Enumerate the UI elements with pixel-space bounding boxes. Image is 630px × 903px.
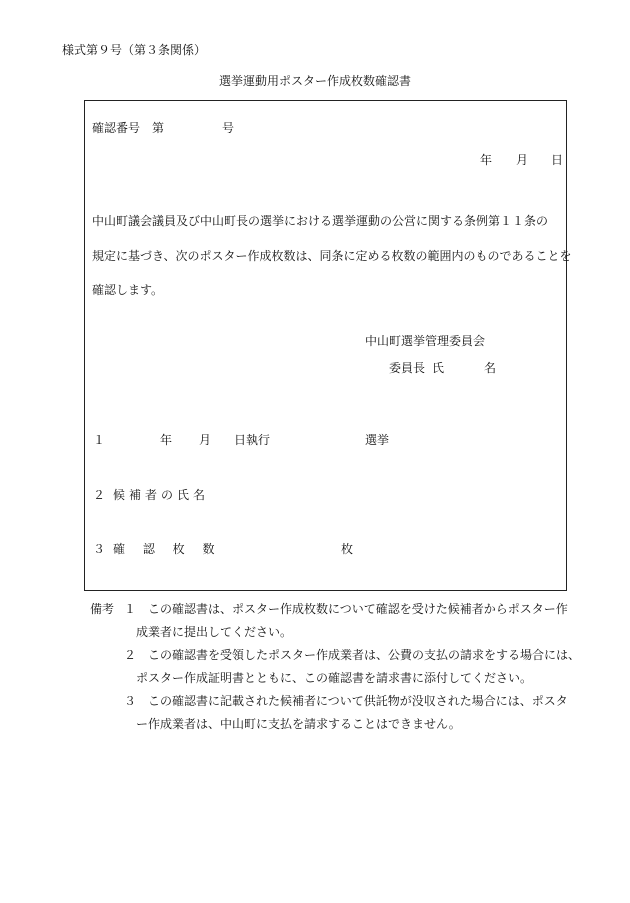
- confirmation-number-label: 確認番号: [92, 121, 141, 135]
- note-text-line: この確認書を受領したポスター作成業者は、公費の支払の請求をする場合には、: [148, 648, 581, 662]
- confirmed-count-label: 確 認 枚 数: [113, 542, 215, 556]
- note-text-line: この確認書に記載された候補者について供託物が没収された場合には、ポスタ: [148, 694, 568, 708]
- chair-title: 委員長: [389, 361, 426, 375]
- note-number: ３: [124, 694, 137, 708]
- note-text-line: 成業者に提出してください。: [136, 625, 293, 639]
- body-text-line: 中山町議会議員及び中山町長の選挙における選挙運動の公営に関する条例第１１条の: [92, 214, 549, 228]
- confirmation-number-suffix: 号: [222, 121, 235, 135]
- document-title: 選挙運動用ポスター作成枚数確認書: [218, 74, 411, 88]
- date-year-label: 年: [480, 153, 493, 167]
- chair-name-mei: 名: [484, 361, 497, 375]
- committee-name: 中山町選挙管理委員会: [365, 334, 486, 348]
- item-number: ３: [93, 542, 106, 556]
- candidate-name-label: 候補者の氏名: [113, 488, 210, 502]
- note-text-line: この確認書は、ポスター作成枚数について確認を受けた候補者からポスター作: [148, 602, 568, 616]
- note-text-line: ポスター作成証明書とともに、この確認書を請求書に添付してください。: [136, 671, 533, 685]
- item-number: ２: [93, 488, 106, 502]
- body-text-line: 規定に基づき、次のポスター作成枚数は、同条に定める枚数の範囲内のものであることを: [92, 249, 572, 263]
- item-number: １: [93, 433, 106, 447]
- note-text-line: ー作成業者は、中山町に支払を請求することはできません。: [136, 717, 461, 731]
- form-box: [84, 100, 567, 591]
- note-number: ２: [124, 648, 137, 662]
- form-number-label: 様式第９号（第３条関係）: [62, 43, 207, 57]
- election-year-label: 年: [160, 433, 173, 447]
- body-text-line: 確認します。: [92, 283, 164, 297]
- notes-label: 備考: [90, 602, 115, 616]
- date-month-label: 月: [516, 153, 529, 167]
- election-day-label: 日執行: [234, 433, 271, 447]
- election-label: 選挙: [365, 433, 390, 447]
- date-day-label: 日: [551, 153, 564, 167]
- count-unit-label: 枚: [341, 542, 354, 556]
- chair-name-shi: 氏: [432, 361, 445, 375]
- confirmation-number-prefix: 第: [152, 121, 165, 135]
- election-month-label: 月: [199, 433, 212, 447]
- note-number: １: [124, 602, 137, 616]
